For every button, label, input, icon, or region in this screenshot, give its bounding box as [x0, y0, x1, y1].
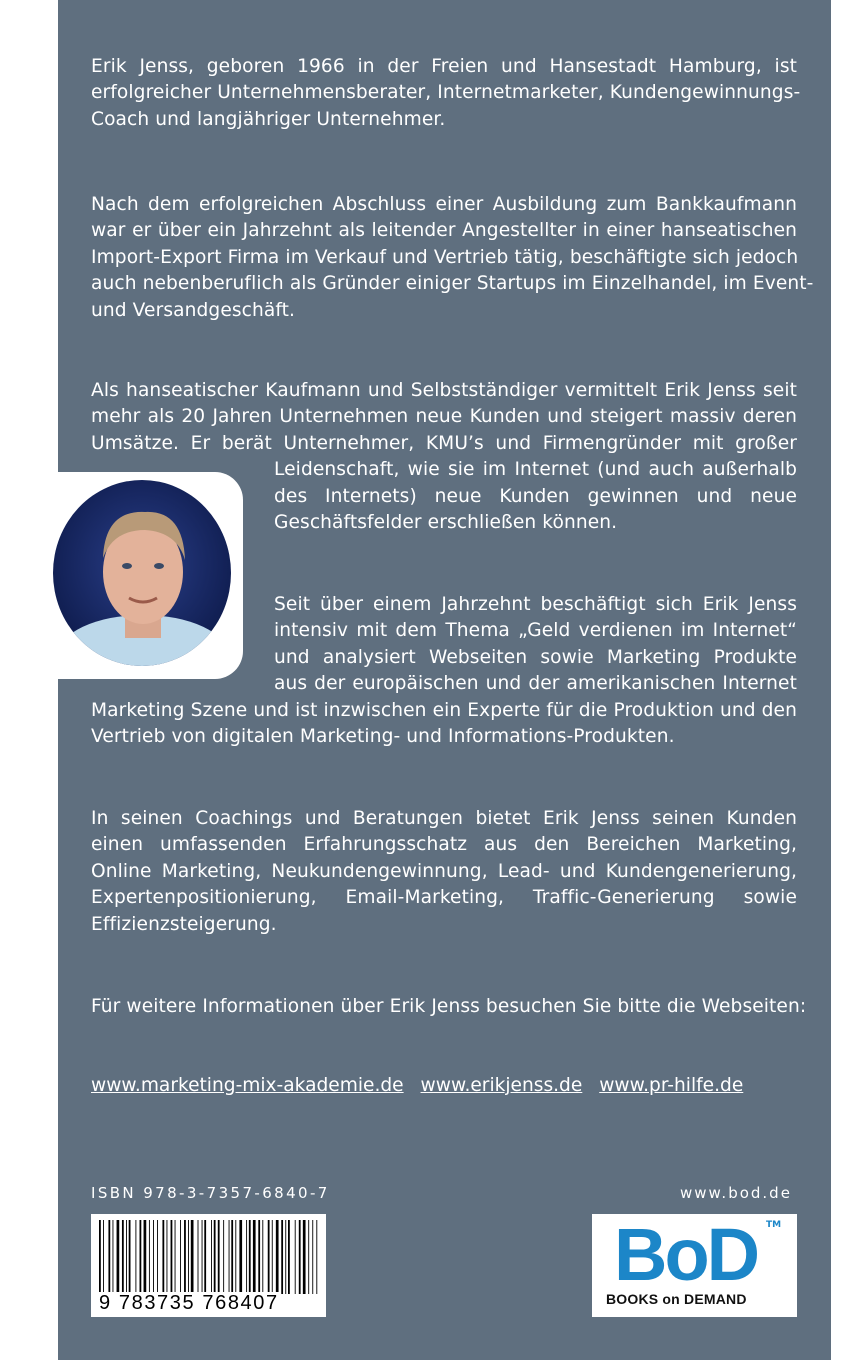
barcode-bar	[129, 1220, 131, 1294]
paragraph-line: Import-Export Firma im Verkauf und Vertrieb tätig, beschäftigte sich jedoch	[91, 246, 799, 268]
paragraph-line: intensiv mit dem Thema „Geld verdienen im Internet“	[274, 620, 797, 642]
paragraph-line: In seinen Coachings und Beratungen bietet Erik Jenss seinen Kunden	[91, 808, 797, 829]
paragraph-line: einen umfassenden Erfahrungsschatz aus den Bereichen Marketing,	[91, 834, 797, 856]
barcode-bar	[184, 1220, 186, 1294]
barcode-bar	[308, 1220, 309, 1294]
paragraph-line: Expertenpositionierung, Email-Marketing, Traffic-Generierung sowie	[91, 887, 797, 909]
barcode-bar	[231, 1220, 233, 1294]
paragraph-line: erfolgreicher Unternehmensberater, Internetmarketer, Kundengewinnungs-	[91, 82, 801, 104]
paragraph-line: und Versandgeschäft.	[91, 299, 296, 321]
barcode-bar	[122, 1220, 124, 1294]
barcode-bar	[167, 1220, 168, 1294]
paragraph-line: Seit über einem Jahrzehnt beschäftigt sich Erik Jenss	[274, 594, 797, 615]
bod-trademark: TM	[766, 1220, 782, 1230]
paragraph-line: Umsätze. Er berät Unternehmer, KMU’s und Firmengründer mit großer	[91, 432, 797, 454]
barcode-bar	[239, 1220, 242, 1294]
paragraph-line: Nach dem erfolgreichen Abschluss einer Ausbildung zum Bankkaufmann	[91, 194, 797, 215]
barcode-bar	[276, 1220, 279, 1294]
website-links	[91, 1075, 754, 1096]
bod-tagline: BOOKS on DEMAND	[606, 1291, 747, 1307]
barcode-bar	[162, 1220, 164, 1294]
barcode-bar	[198, 1220, 199, 1294]
barcode-bar	[312, 1220, 313, 1294]
barcode-bar	[268, 1220, 270, 1294]
barcode-bar	[188, 1220, 189, 1294]
barcode-bar	[99, 1220, 101, 1294]
paragraph-line: Coach und langjähriger Unternehmer.	[91, 108, 446, 130]
barcode-bar	[204, 1220, 206, 1294]
barcode-bar	[249, 1220, 251, 1294]
paragraph-line: auch nebenberuflich als Gründer einiger Startups im Einzelhandel, im Event-	[91, 273, 814, 295]
paragraph-line: Effizienzsteigerung.	[91, 913, 277, 935]
barcode-bar	[180, 1220, 181, 1294]
barcode-bar	[253, 1220, 256, 1294]
isbn: ISBN 978-3-7357-6840-7	[91, 1184, 330, 1202]
barcode-bar	[153, 1220, 154, 1294]
bod-url: www.bod.de	[680, 1184, 792, 1202]
barcode-bar	[246, 1220, 247, 1294]
barcode-bar	[117, 1220, 120, 1294]
bod-logo-box	[592, 1214, 797, 1317]
paragraph-line: aus der europäischen und der amerikanischen Internet	[274, 673, 797, 695]
barcode-bar	[303, 1220, 306, 1294]
barcode-bar	[229, 1220, 230, 1294]
paragraph-line: und analysiert Webseiten sowie Marketing Produkte	[274, 646, 797, 668]
barcode-bar	[144, 1220, 147, 1294]
barcode-bar	[218, 1220, 220, 1294]
barcode-bar	[191, 1220, 194, 1294]
barcode-bar	[285, 1220, 286, 1294]
barcode-bar	[223, 1220, 224, 1294]
barcode-bar	[175, 1220, 176, 1294]
barcode-bar	[202, 1220, 203, 1294]
bio-paragraph	[91, 54, 801, 133]
barcode-bar	[295, 1220, 296, 1294]
barcode-bar	[235, 1220, 236, 1294]
barcode-bar	[126, 1220, 127, 1294]
bio-paragraph	[91, 806, 797, 938]
paragraph-line: Erik Jenss, geboren 1966 in der Freien und Hansestadt Hamburg, ist	[91, 56, 797, 77]
paragraph-line: Online Marketing, Neukundengewinnung, Lead- und Kundengenerierung,	[91, 860, 797, 882]
barcode-bar	[113, 1220, 114, 1294]
barcode-bar	[272, 1220, 273, 1294]
paragraph-line: des Internets) neue Kunden gewinnen und neue	[274, 485, 797, 507]
barcode	[91, 1214, 326, 1317]
barcode-bar	[262, 1220, 263, 1294]
barcode-bar	[157, 1220, 158, 1294]
bio-paragraph	[91, 994, 807, 1020]
barcode-bar	[171, 1220, 173, 1294]
paragraph-line: war er über ein Jahrzehnt als leitender Angestellter in einer hanseatischen	[91, 220, 797, 242]
author-photo	[53, 480, 231, 666]
paragraph-line: Leidenschaft, wie sie im Internet (und auch außerhalb	[274, 459, 797, 481]
bod-logo: BoD	[614, 1213, 758, 1296]
barcode-bar	[288, 1220, 290, 1294]
barcode-bar	[316, 1220, 317, 1294]
paragraph-line: Vertrieb von digitalen Marketing- und Informations-Produkten.	[91, 726, 675, 748]
link-erikjenss[interactable]: www.erikjenss.de	[420, 1075, 583, 1096]
barcode-bar	[258, 1220, 260, 1294]
barcode-bar	[214, 1220, 216, 1294]
paragraph-line: mehr als 20 Jahren Unternehmen neue Kunden und steigert massiv deren	[91, 406, 797, 428]
barcode-bar	[211, 1220, 212, 1294]
barcode-bar	[135, 1220, 136, 1294]
paragraph-line: Für weitere Informationen über Erik Jenss besuchen Sie bitte die Webseiten:	[91, 996, 807, 1017]
barcode-bar	[299, 1220, 301, 1294]
barcode-bar	[108, 1220, 110, 1294]
bio-paragraph	[91, 192, 814, 324]
paragraph-line: Als hanseatischer Kaufmann und Selbstständiger vermittelt Erik Jenss seit	[91, 380, 797, 401]
barcode-bar	[103, 1220, 104, 1294]
paragraph-line: Geschäftsfelder erschließen können.	[274, 512, 618, 534]
link-pr-hilfe[interactable]: www.pr-hilfe.de	[599, 1075, 744, 1096]
barcode-number: 9 783735 768407	[99, 1292, 279, 1314]
link-marketing-mix-akademie[interactable]: www.marketing-mix-akademie.de	[91, 1075, 404, 1096]
barcode-bar	[140, 1220, 142, 1294]
barcode-bar	[281, 1220, 283, 1294]
barcode-bar	[149, 1220, 150, 1294]
paragraph-line: Marketing Szene und ist inzwischen ein Experte für die Produktion und den	[91, 699, 797, 721]
